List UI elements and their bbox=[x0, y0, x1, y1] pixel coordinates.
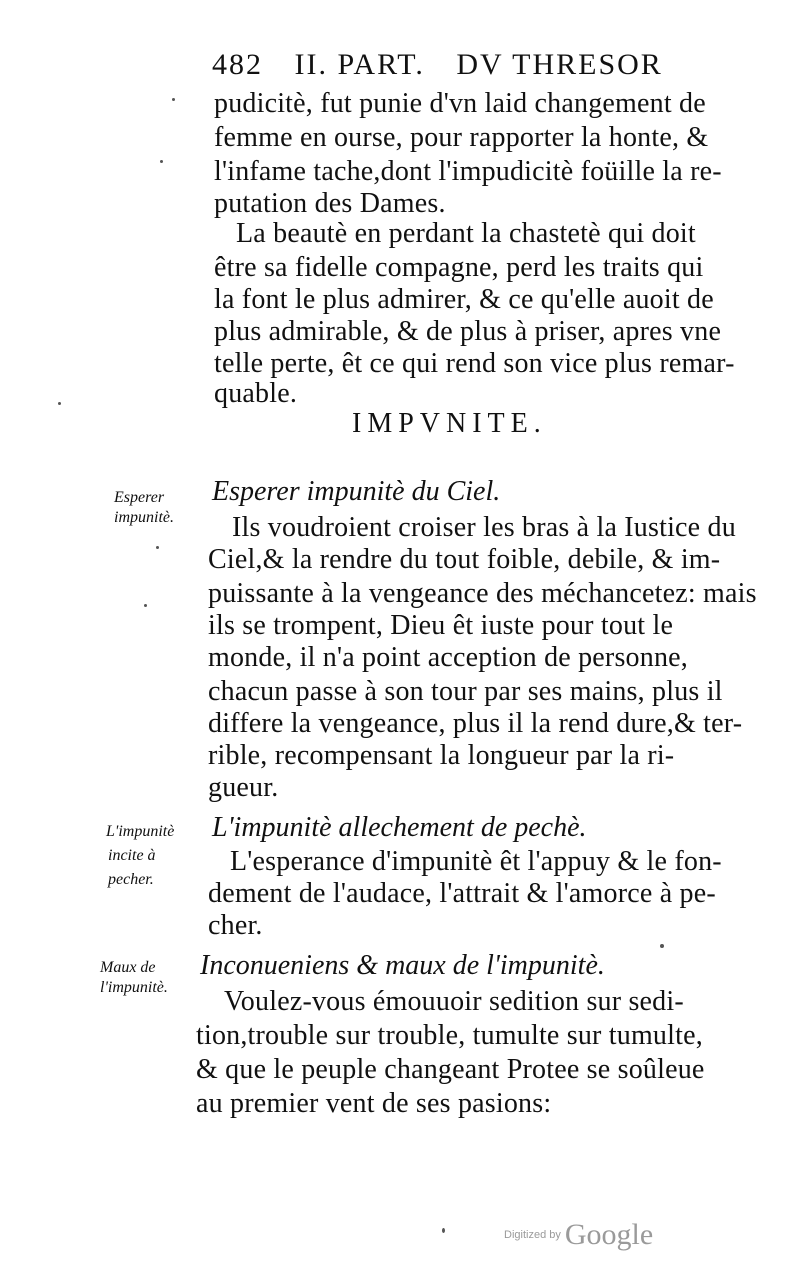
margin-note-line: Esperer bbox=[114, 489, 165, 506]
subsection-title: Inconueniens & maux de l'impunitè. bbox=[200, 950, 605, 981]
text-line: quable. bbox=[214, 378, 298, 409]
margin-note-line: l'impunitè. bbox=[100, 979, 168, 996]
text-line: monde, il n'a point acception de personne, bbox=[208, 642, 688, 673]
text-line: Ciel,& la rendre du tout foible, debile, & im- bbox=[208, 544, 721, 575]
digitized-watermark bbox=[504, 1218, 653, 1252]
text-line: femme en ourse, pour rapporter la honte, & bbox=[214, 122, 709, 153]
text-line: la font le plus admirer, & ce qu'elle auoit de bbox=[214, 284, 714, 315]
scan-speck bbox=[144, 604, 147, 607]
scan-speck bbox=[156, 546, 159, 549]
text-line: tion,trouble sur trouble, tumulte sur tumulte, bbox=[196, 1020, 703, 1051]
margin-note bbox=[114, 488, 174, 528]
text-line: telle perte, êt ce qui rend son vice plus remar- bbox=[214, 348, 735, 379]
text-line: pudicitè, fut punie d'vn laid changement de bbox=[214, 88, 706, 119]
scan-speck bbox=[660, 944, 664, 948]
text-line: puissante à la vengeance des méchancetez: mais bbox=[208, 578, 757, 609]
text-line: l'infame tache,dont l'impudicitè foüille la re- bbox=[214, 156, 722, 187]
text-line: dement de l'audace, l'attrait & l'amorce à pe- bbox=[208, 878, 716, 909]
google-logo: Google bbox=[564, 1218, 654, 1251]
scan-speck bbox=[160, 160, 163, 163]
text-line: Voulez-vous émouuoir sedition sur sedi- bbox=[224, 986, 684, 1017]
margin-note-line: pecher. bbox=[108, 871, 154, 888]
text-line: Ils voudroient croiser les bras à la Iustice du bbox=[232, 512, 736, 543]
subsection-title: L'impunitè allechement de pechè. bbox=[212, 812, 587, 843]
header-title: DV THRESOR bbox=[456, 48, 663, 81]
margin-note-line: Maux de bbox=[100, 959, 156, 976]
scan-speck bbox=[172, 98, 175, 101]
text-line: L'esperance d'impunitè êt l'appuy & le fon- bbox=[230, 846, 722, 877]
text-line: & que le peuple changeant Protee se soûleue bbox=[196, 1054, 705, 1085]
part-label: II. PART. bbox=[294, 48, 425, 81]
margin-note bbox=[106, 820, 174, 892]
scan-speck bbox=[442, 1228, 445, 1233]
text-line: rible, recompensant la longueur par la ri- bbox=[208, 740, 675, 771]
section-heading: IMPVNITE. bbox=[352, 408, 547, 439]
text-line: plus admirable, & de plus à priser, apres vne bbox=[214, 316, 722, 347]
text-line: ils se trompent, Dieu êt iuste pour tout le bbox=[208, 610, 674, 641]
margin-note bbox=[100, 958, 168, 998]
margin-note-line: incite à bbox=[108, 847, 156, 864]
text-line: La beautè en perdant la chastetè qui doit bbox=[236, 218, 696, 249]
margin-note-line: L'impunitè bbox=[106, 823, 175, 840]
margin-note-line: impunitè. bbox=[114, 509, 174, 526]
scan-speck bbox=[58, 402, 61, 405]
text-line: chacun passe à son tour par ses mains, plus il bbox=[208, 676, 723, 707]
text-line: cher. bbox=[208, 910, 263, 941]
text-line: differe la vengeance, plus il la rend dure,& ter- bbox=[208, 708, 743, 739]
running-header bbox=[212, 48, 685, 82]
text-line: au premier vent de ses pasions: bbox=[196, 1088, 552, 1119]
text-line: putation des Dames. bbox=[214, 188, 446, 219]
subsection-title: Esperer impunitè du Ciel. bbox=[212, 476, 501, 507]
page-number: 482 bbox=[212, 48, 263, 81]
text-line: gueur. bbox=[208, 772, 279, 803]
text-line: être sa fidelle compagne, perd les traits qui bbox=[214, 252, 704, 283]
watermark-prefix: Digitized by bbox=[504, 1229, 561, 1241]
